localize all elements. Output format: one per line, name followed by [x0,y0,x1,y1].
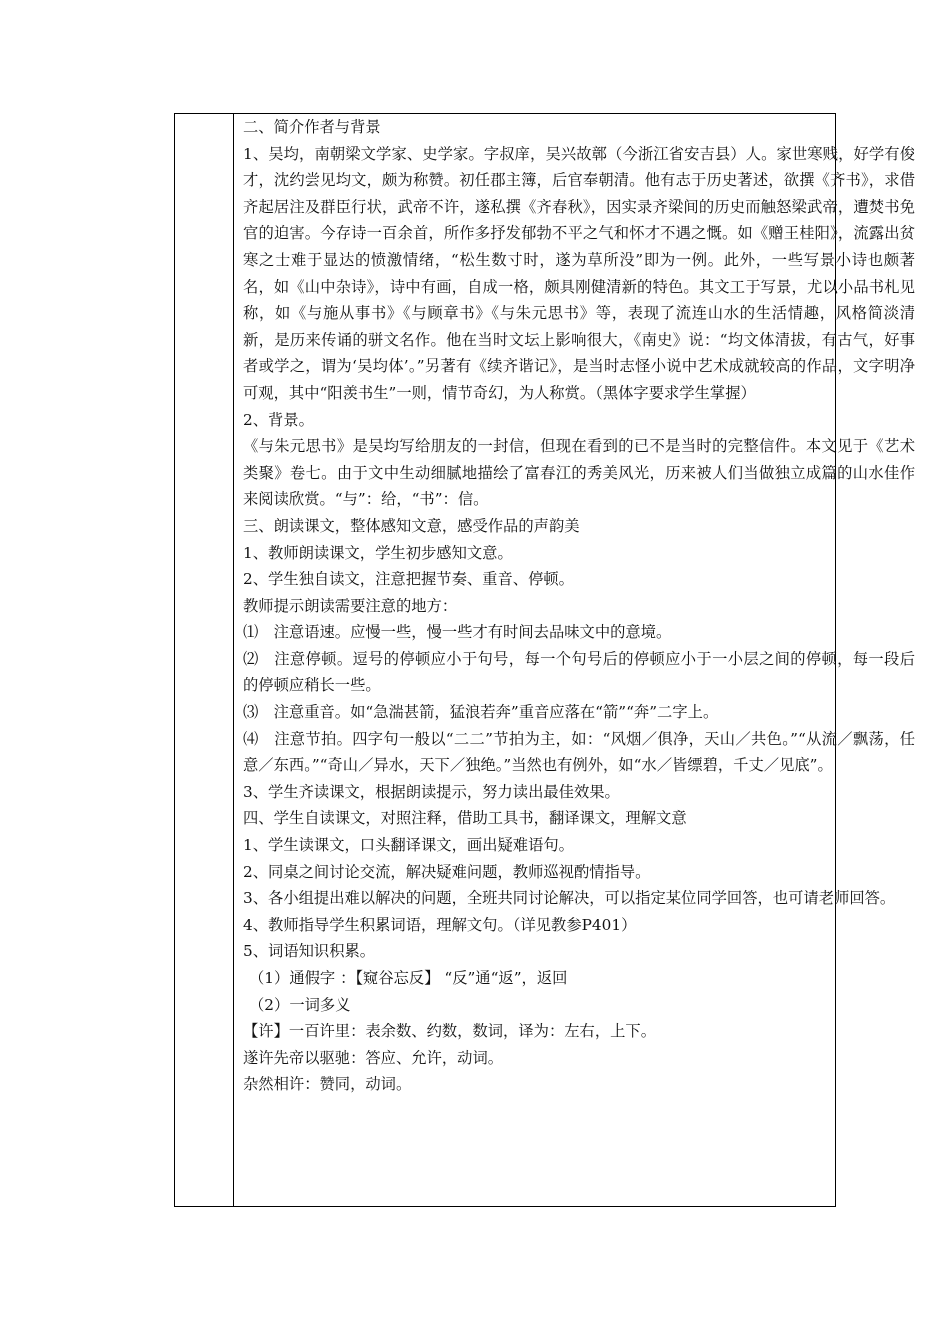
list-item: 2、同桌之间讨论交流，解决疑难问题，教师巡视酌情指导。 [243,862,651,881]
list-item: 4、教师指导学生积累词语，理解文句。（详见教参P401） [243,915,637,934]
section-heading: 二、简介作者与背景 [243,118,381,136]
vocab-item: 杂然相许：赞同，动词。 [243,1075,412,1094]
table-column-divider [233,113,234,1207]
reading-tip: ⑶ 注意重音。如“急湍甚箭，猛浪若奔”重音应落在“箭”“奔”二字上。 [243,703,719,722]
background-paragraph: 《与朱元思书》是吴均写给朋友的一封信，但现在看到的已不是当时的完整信件。本文见于《艺术类聚》卷七。由于文中生动细腻地描绘了富春江的秀美风光，历来被人们当做独立成篇的山水佳作来阅读欣赏。“与”：给，“书”：信。 [243,437,915,509]
reading-tip: ⑴ 注意语速。应慢一些，慢一些才有时间去品味文中的意境。 [243,623,672,642]
list-item: 1、学生读课文，口头翻译课文，画出疑难语句。 [243,836,574,855]
vocab-item: 遂许先帝以驱驰：答应、允许，动词。 [243,1048,504,1067]
background-heading: 2、背景。 [243,410,314,429]
lesson-content [243,114,915,1098]
section-heading: 三、朗读课文，整体感知文意，感受作品的声韵美 [243,516,580,535]
list-item: 3、各小组提出难以解决的问题，全班共同讨论解决，可以指定某位同学回答，也可请老师回答。 [243,889,896,908]
list-item: 教师提示朗读需要注意的地方： [243,596,458,615]
section-heading: 四、学生自读课文，对照注释，借助工具书，翻译课文，理解文意 [243,809,687,828]
vocab-item: （1）通假字 ：【窥谷忘反】 “反”通“返”，返回 [249,969,568,987]
list-item: 2、学生独自读文，注意把握节奏、重音、停顿。 [243,570,574,589]
list-item: 3、学生齐读课文，根据朗读提示，努力读出最佳效果。 [243,782,620,801]
list-item: 1、教师朗读课文，学生初步感知文意。 [243,543,513,562]
author-intro-paragraph: 1、吴均，南朝梁文学家、史学家。字叔庠，吴兴故鄣（今浙江省安吉县）人。家世寒贱，好学有俊才，沈约尝见均文，颇为称赞。初任郡主簿，后官奉朝清。他有志于历史著述，欲撰《齐书》，求借齐起居注及群臣行状，武帝不许，遂私撰《齐春秋》，因实录齐梁间的历史而触怒梁武帝，遭焚书免官的迫害。今存诗一百余首，所作多抒发郁勃不平之气和怀才不遇之慨。如《赠王桂阳》，流露出贫寒之士难于显达的愤激情绪，“松生数寸时，遂为草所没”即为一例。此外，一些写景小诗也颇著名，如《山中杂诗》，诗中有画，自成一格，颇具刚健清新的特色。其文工于写景，尤以小品书札见称，如《与施从事书》《与顾章书》《与朱元思书》等，表现了流连山水的生活情趣，风格简淡清新，是历来传诵的骈文名作。他在当时文坛上影响很大，《南史》说：“均文体清拔，有古气，好事者或学之，谓为‘吴均体’。”另著有《续齐谐记》，是当时志怪小说中艺术成就较高的作品，文字明净可观，其中“阳羡书生”一则，情节奇幻，为人称赏。（黑体字要求学生掌握） [243,144,915,402]
reading-tip: ⑵ 注意停顿。逗号的停顿应小于句号，每一个句号后的停顿应小于一小层之间的停顿，每一段后的停顿应稍长一些。 [243,649,915,695]
list-item: 5、词语知识积累。 [243,942,376,961]
vocab-item: 【许】一百许里：表余数、约数，数词，译为：左右，上下。 [243,1022,657,1041]
vocab-item: （2）一词多义 [249,995,351,1014]
reading-tip: ⑷ 注意节拍。四字句一般以“二二”节拍为主，如：“风烟／俱净，天山／共色。”“从流／飘荡，任意／东西。”“奇山／异水，天下／独绝。”当然也有例外，如“水／皆缥碧，千丈／见底”。 [243,729,915,775]
